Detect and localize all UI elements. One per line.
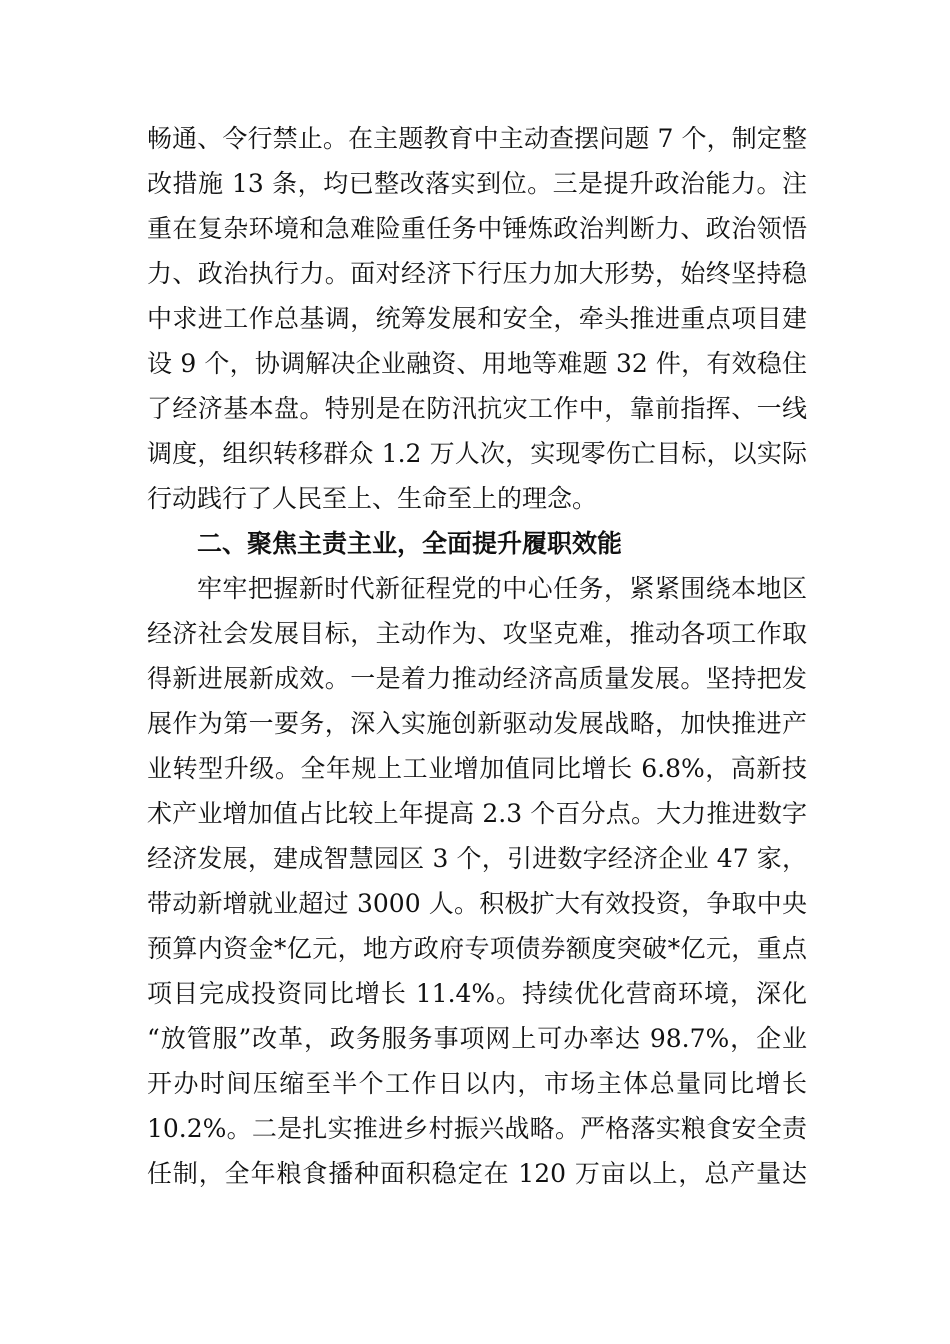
paragraph-line: 改措施 13 条，均已整改落实到位。三是提升政治能力。注 [147, 169, 807, 198]
paragraph-line: 术产业增加值占比较上年提高 2.3 个百分点。大力推进数字 [147, 799, 807, 828]
paragraph-line: 业转型升级。全年规上工业增加值同比增长 6.8%，高新技 [147, 754, 807, 783]
paragraph-line: 项目完成投资同比增长 11.4%。持续优化营商环境，深化 [147, 979, 807, 1008]
paragraph-line: 预算内资金*亿元，地方政府专项债券额度突破*亿元，重点 [147, 934, 807, 963]
section-heading: 二、聚焦主责主业，全面提升履职效能 [197, 529, 623, 558]
paragraph-line: 任制，全年粮食播种面积稳定在 120 万亩以上，总产量达 [147, 1159, 807, 1188]
paragraph-line: “放管服”改革，政务服务事项网上可办率达 98.7%，企业 [147, 1024, 807, 1053]
paragraph-line: 10.2%。二是扎实推进乡村振兴战略。严格落实粮食安全责 [147, 1114, 807, 1143]
paragraph-line: 带动新增就业超过 3000 人。积极扩大有效投资，争取中央 [147, 889, 807, 918]
paragraph-line: 展作为第一要务，深入实施创新驱动发展战略，加快推进产 [147, 709, 807, 738]
paragraph-line: 力、政治执行力。面对经济下行压力加大形势，始终坚持稳 [147, 259, 807, 288]
paragraph-line: 设 9 个，协调解决企业融资、用地等难题 32 件，有效稳住 [147, 349, 807, 378]
paragraph-line: 重在复杂环境和急难险重任务中锤炼政治判断力、政治领悟 [147, 214, 807, 243]
paragraph-line: 行动践行了人民至上、生命至上的理念。 [147, 484, 598, 513]
paragraph-line: 经济发展，建成智慧园区 3 个，引进数字经济企业 47 家， [147, 844, 807, 873]
paragraph-line: 开办时间压缩至半个工作日以内，市场主体总量同比增长 [147, 1069, 807, 1098]
paragraph-line: 经济社会发展目标，主动作为、攻坚克难，推动各项工作取 [147, 619, 807, 648]
paragraph-line: 中求进工作总基调，统筹发展和安全，牵头推进重点项目建 [147, 304, 807, 333]
paragraph-line: 得新进展新成效。一是着力推动经济高质量发展。坚持把发 [147, 664, 807, 693]
paragraph-line: 了经济基本盘。特别是在防汛抗灾工作中，靠前指挥、一线 [147, 394, 807, 423]
paragraph-first-line: 牢牢把握新时代新征程党的中心任务，紧紧围绕本地区 [197, 574, 807, 603]
paragraph-line: 畅通、令行禁止。在主题教育中主动查摆问题 7 个，制定整 [147, 124, 807, 153]
paragraph-line: 调度，组织转移群众 1.2 万人次，实现零伤亡目标，以实际 [147, 439, 807, 468]
